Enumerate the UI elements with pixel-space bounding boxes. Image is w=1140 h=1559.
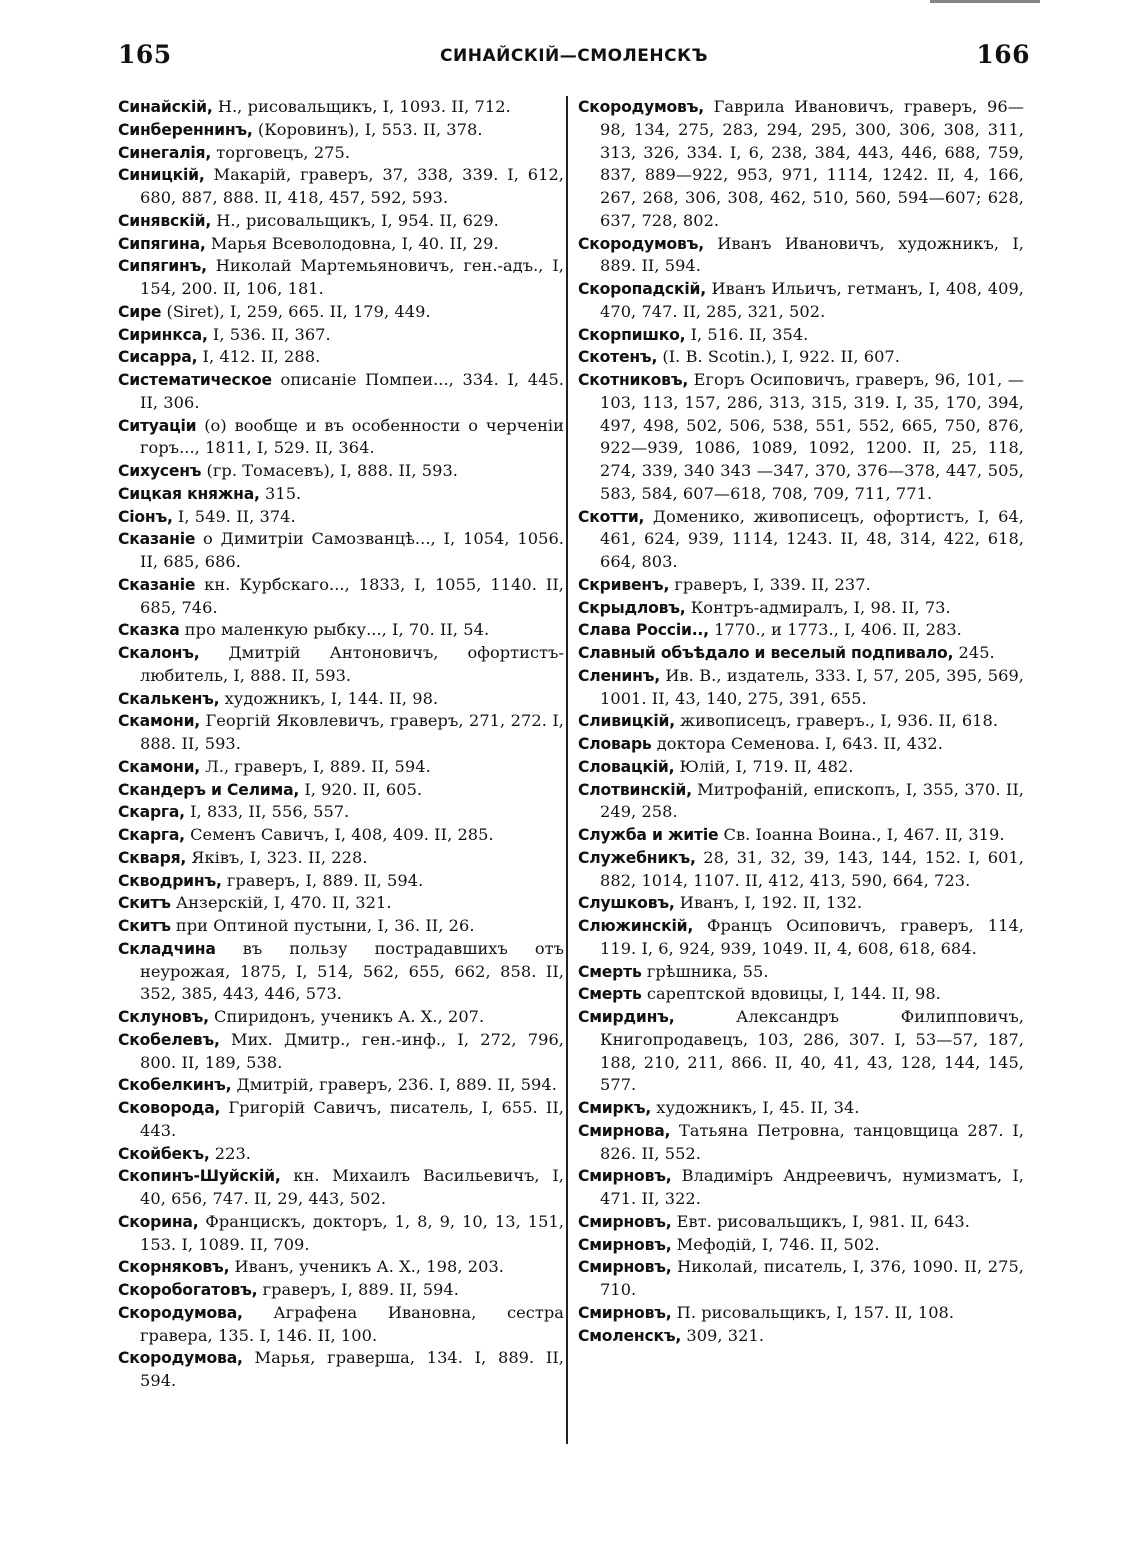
index-entry [118, 779, 564, 802]
index-entry [118, 210, 564, 233]
entry-headword: Скоробогатовъ, [118, 1281, 258, 1299]
entry-headword: Смирновъ, [578, 1167, 672, 1186]
entry-text: Анзерскій, I, 470. II, 321. [170, 893, 392, 913]
index-entry [118, 1347, 564, 1393]
entry-text: Семенъ Савичъ, I, 408, 409. II, 285. [184, 825, 494, 844]
entry-headword: Скородумовъ, [578, 98, 704, 116]
entry-text: Св. Іоанна Воина., I, 467. II, 319. [718, 825, 1005, 844]
entry-text: I, 412. II, 288. [197, 347, 321, 367]
entry-text: (о) вообще и въ особенности о черченіи горъ..., 1811, I, 529. II, 364. [140, 415, 564, 458]
index-entry [578, 96, 1024, 233]
index-entry [118, 756, 564, 779]
entry-text: I, 536. II, 367. [207, 324, 331, 344]
index-entry [118, 1302, 564, 1348]
entry-text: грѣшника, 55. [641, 961, 769, 981]
entry-text: Мефодій, I, 746. II, 502. [671, 1234, 880, 1254]
entry-text: граверъ, I, 889. II, 594. [221, 870, 424, 890]
entry-headword: Слюжинскій, [578, 917, 694, 935]
left-index-column [118, 96, 564, 1393]
entry-text: (гр. Томасевъ), I, 888. II, 593. [201, 461, 459, 480]
index-entry [118, 1029, 564, 1075]
entry-headword: Скойбекъ, [118, 1144, 210, 1163]
entry-headword: Скотниковъ, [578, 371, 689, 389]
entry-text: 245. [953, 643, 995, 662]
entry-text: Иванъ Ильичъ, гетманъ, I, 408, 409, 470, 747. II, 285, 321, 502. [600, 279, 1024, 321]
index-entry [118, 1074, 564, 1097]
entry-headword: Слушковъ, [578, 894, 675, 913]
entry-headword: Словарь [578, 735, 652, 753]
entry-headword: Скопинъ-Шуйскій, [118, 1167, 281, 1186]
entry-text: Л., граверъ, I, 889. II, 594. [200, 756, 431, 776]
entry-text: Гаврила Ивановичъ, граверъ, 96—98, 134, 275, 283, 294, 295, 300, 306, 308, 311, 313, 326, 334. I, 6, 238, 384, 443, 446, 688, 759, 837, 889—922, 953, 971, 1114, 1242. II, 4, 166, 267, 268, 306, 308, 462, 510, 560, 594—607; 628, 637, 728, 802. [600, 97, 1024, 230]
index-entry [118, 164, 564, 210]
index-entry [118, 915, 564, 938]
index-entry [118, 1256, 564, 1279]
entry-text: Яківъ, I, 323. II, 228. [186, 847, 368, 867]
entry-headword: Сире [118, 302, 162, 321]
index-entry [578, 619, 1024, 642]
index-entry [578, 1120, 1024, 1166]
index-entry [578, 1234, 1024, 1257]
entry-headword: Смирновъ, [578, 1258, 672, 1277]
index-entry [118, 1279, 564, 1302]
index-entry [578, 1211, 1024, 1234]
entry-text: описаніе Помпеи..., 334. I, 445. II, 306. [140, 370, 564, 412]
index-entry [578, 1302, 1024, 1325]
entry-text: П. рисовальщикъ, I, 157. II, 108. [671, 1302, 955, 1322]
entry-headword: Слотвинскій, [578, 780, 692, 799]
entry-text: Н., рисовальщикъ, I, 954. II, 629. [211, 210, 499, 230]
index-entry [118, 847, 564, 870]
index-entry [578, 1165, 1024, 1211]
entry-text: Макарій, граверъ, 37, 338, 339. I, 612, 680, 887, 888. II, 418, 457, 592, 593. [140, 165, 564, 207]
index-entry [118, 619, 564, 642]
entry-headword: Скородумова, [118, 1303, 243, 1322]
entry-text: художникъ, I, 45. II, 34. [651, 1098, 860, 1117]
entry-headword: Скоропадскій, [578, 280, 706, 298]
entry-text: 309, 321. [681, 1325, 765, 1345]
entry-headword: Сиринкса, [118, 325, 208, 344]
entry-text: Егоръ Осиповичъ, граверъ, 96, 101, —103, 113, 157, 286, 313, 315, 319. I, 35, 170, 394, 497, 498, 502, 506, 538, 551, 552, 665, 750, 876, 922—939, 1086, 1089, 1092, 1200. II, 25, 118, 274, 339, 340 343 —347, 370, 376—378, 447, 505, 583, 584, 607—618, 708, 709, 711, 771. [600, 370, 1024, 503]
entry-text: кн. Михаилъ Васильевичъ, I, 40, 656, 747. II, 29, 443, 502. [140, 1166, 564, 1208]
entry-headword: Скамони, [118, 757, 201, 776]
entry-text: Александръ Филипповичъ, Книгопродавецъ, 103, 286, 307. I, 53—57, 187, 188, 210, 211, 866. II, 40, 41, 43, 128, 144, 145, 577. [600, 1007, 1024, 1095]
index-entry [118, 528, 564, 574]
index-entry [118, 301, 564, 324]
entry-text: Евт. рисовальщикъ, I, 981. II, 643. [671, 1211, 970, 1231]
entry-text: 28, 31, 32, 39, 143, 144, 152. I, 601, 882, 1014, 1107. II, 412, 413, 590, 664, 723. [600, 847, 1024, 890]
entry-headword: Смерть [578, 962, 642, 981]
entry-headword: Служебникъ, [578, 848, 696, 867]
entry-text: про маленкую рыбку..., I, 70. II, 54. [179, 620, 490, 640]
index-entry [578, 597, 1024, 620]
index-entry [578, 233, 1024, 279]
entry-headword: Синайскій, [118, 98, 213, 116]
entry-text: кн. Курбскаго..., 1833, I, 1055, 1140. II, 685, 746. [140, 574, 564, 617]
entry-headword: Смиркъ, [578, 1099, 652, 1117]
entry-text: Георгій Яковлевичъ, граверъ, 271, 272. I, 888. II, 593. [140, 711, 564, 753]
index-entry [118, 369, 564, 415]
entry-text: Николай, писатель, I, 376, 1090. II, 275, 710. [600, 1257, 1024, 1299]
entry-text: I, 920. II, 605. [299, 779, 423, 799]
entry-text: Марья, граверша, 134. I, 889. II, 594. [140, 1348, 564, 1390]
entry-text: I, 833, II, 556, 557. [184, 802, 350, 822]
index-entry [578, 847, 1024, 893]
entry-text: Аграфена Ивановна, сестра гравера, 135. I, 146. II, 100. [140, 1302, 564, 1345]
entry-headword: Сисарра, [118, 348, 198, 367]
entry-headword: Скривенъ, [578, 575, 670, 594]
index-entry [578, 961, 1024, 984]
index-entry [578, 824, 1024, 847]
index-entry [118, 938, 564, 1006]
index-entry [578, 710, 1024, 733]
entry-headword: Синегалія, [118, 143, 212, 162]
entry-headword: Служба и житіе [578, 826, 719, 844]
index-entry [578, 346, 1024, 369]
entry-text: (Коровинъ), I, 553. II, 378. [252, 119, 483, 139]
entry-headword: Складчина [118, 939, 216, 958]
index-entry [118, 1211, 564, 1257]
entry-text: Ив. В., издатель, 333. I, 57, 205, 395, 569, 1001. II, 43, 140, 275, 391, 655. [600, 665, 1024, 708]
entry-headword: Ситуаціи [118, 416, 197, 435]
entry-text: (Siret), I, 259, 665. II, 179, 449. [161, 301, 431, 321]
entry-headword: Синявскій, [118, 211, 212, 230]
entry-headword: Сіонъ, [118, 507, 173, 526]
entry-text: доктора Семенова. I, 643. II, 432. [651, 734, 943, 753]
index-entry [118, 1165, 564, 1211]
index-entry [578, 915, 1024, 961]
index-entry [578, 1097, 1024, 1120]
page-header [118, 40, 1030, 80]
entry-headword: Скитъ [118, 894, 171, 913]
entry-headword: Синбереннинъ, [118, 120, 253, 139]
entry-text: граверъ, I, 339. II, 237. [669, 574, 871, 594]
entry-text: Татьяна Петровна, танцовщица 287. I, 826. II, 552. [600, 1120, 1024, 1163]
index-entry [118, 642, 564, 688]
index-entry [118, 892, 564, 915]
entry-text: въ пользу пострадавшихъ отъ неурожая, 1875, I, 514, 562, 655, 662, 858. II, 352, 385, 443, 446, 573. [140, 938, 564, 1004]
index-entry [578, 756, 1024, 779]
entry-headword: Скрыдловъ, [578, 598, 686, 617]
entry-headword: Скарга, [118, 826, 185, 844]
entry-text: Доменико, живописецъ, офортистъ, I, 64, 461, 624, 939, 1114, 1243. II, 48, 314, 422, 618, 664, 803. [600, 506, 1024, 571]
index-entry [578, 1006, 1024, 1097]
entry-headword: Скобелкинъ, [118, 1076, 232, 1095]
index-entry [118, 255, 564, 301]
right-page-number: 166 [976, 40, 1030, 69]
index-entry [118, 142, 564, 165]
entry-headword: Сипягина, [118, 234, 206, 253]
index-entry [118, 324, 564, 347]
index-entry [578, 506, 1024, 574]
entry-headword: Склуновъ, [118, 1008, 209, 1026]
index-entry [118, 574, 564, 620]
entry-headword: Смирдинъ, [578, 1008, 675, 1026]
entry-headword: Скандеръ и Селима, [118, 780, 300, 799]
entry-text: Григорій Савичъ, писатель, I, 655. II, 443. [140, 1098, 564, 1140]
index-entry [578, 733, 1024, 756]
left-page-number: 165 [118, 40, 172, 69]
index-entry [118, 688, 564, 711]
entry-headword: Сливицкій, [578, 712, 675, 731]
index-entry [118, 483, 564, 506]
entry-headword: Скобелевъ, [118, 1030, 220, 1049]
index-entry [578, 892, 1024, 915]
index-entry [578, 574, 1024, 597]
column-divider [566, 96, 568, 1444]
entry-text: Иванъ Ивановичъ, художникъ, I, 889. II, 594. [600, 233, 1024, 276]
entry-headword: Сковорода, [118, 1099, 221, 1117]
entry-headword: Слава Россіи.., [578, 621, 709, 640]
index-entry [578, 278, 1024, 324]
entry-headword: Сказаніе [118, 575, 196, 594]
right-index-column [578, 96, 1024, 1347]
entry-headword: Скваря, [118, 848, 187, 867]
entry-headword: Смирнова, [578, 1121, 671, 1140]
index-entry [118, 415, 564, 461]
top-edge-rule [930, 0, 1040, 3]
entry-text: торговецъ, 275. [211, 142, 351, 162]
entry-headword: Скорняковъ, [118, 1258, 230, 1277]
entry-headword: Смирновъ, [578, 1212, 672, 1231]
entry-headword: Скитъ [118, 917, 171, 935]
entry-text: 223. [209, 1143, 252, 1163]
entry-text: при Оптиной пустыни, I, 36. II, 26. [170, 916, 475, 935]
entry-headword: Скотти, [578, 507, 645, 526]
index-entry [118, 1097, 564, 1143]
entry-text: сарептской вдовицы, I, 144. II, 98. [641, 984, 941, 1004]
entry-text: Францискъ, докторъ, 1, 8, 9, 10, 13, 151, 153. I, 1089. II, 709. [140, 1211, 564, 1254]
entry-headword: Синицкій, [118, 166, 205, 185]
entry-headword: Славный объѣдало и веселый подпивало, [578, 644, 954, 662]
entry-text: Николай Мартемьяновичъ, ген.-адъ., I, 154, 200. II, 106, 181. [140, 256, 564, 298]
index-entry [118, 824, 564, 847]
index-entry [118, 346, 564, 369]
entry-text: Францъ Осиповичъ, граверъ, 114, 119. I, 6, 924, 939, 1049. II, 4, 608, 618, 684. [600, 916, 1024, 958]
entry-text: художникъ, I, 144. II, 98. [219, 688, 439, 708]
entry-headword: Скородумовъ, [578, 234, 704, 253]
entry-headword: Скорпишко, [578, 325, 686, 344]
entry-text: Марья Всеволодовна, I, 40. II, 29. [205, 233, 499, 253]
index-entry [118, 1006, 564, 1029]
entry-headword: Скамони, [118, 712, 201, 731]
running-head: СИНАЙСКІЙ—СМОЛЕНСКЪ [440, 46, 708, 66]
index-entry [578, 369, 1024, 506]
entry-headword: Скорина, [118, 1212, 199, 1231]
entry-headword: Смирновъ, [578, 1303, 672, 1322]
index-entry [118, 460, 564, 483]
entry-headword: Систематическое [118, 371, 272, 389]
entry-text: Иванъ, ученикъ А. Х., 198, 203. [229, 1257, 504, 1277]
entry-text: I, 549. II, 374. [172, 506, 296, 526]
entry-headword: Скородумова, [118, 1349, 243, 1368]
entry-text: I, 516. II, 354. [685, 324, 809, 344]
entry-headword: Сихусенъ [118, 462, 202, 480]
entry-headword: Скарга, [118, 803, 185, 822]
entry-text: Контръ-адмиралъ, I, 98. II, 73. [685, 597, 951, 617]
entry-text: (I. B. Scotin.), I, 922. II, 607. [657, 347, 900, 367]
index-entry [578, 324, 1024, 347]
entry-text: Н., рисовальщикъ, I, 1093. II, 712. [212, 97, 511, 116]
entry-headword: Смерть [578, 985, 642, 1004]
entry-text: Иванъ, I, 192. II, 132. [674, 893, 863, 913]
entry-text: Спиридонъ, ученикъ А. Х., 207. [208, 1007, 485, 1026]
index-entry [118, 233, 564, 256]
index-entry [578, 1256, 1024, 1302]
index-entry [578, 983, 1024, 1006]
entry-headword: Сицкая княжна, [118, 484, 260, 503]
entry-headword: Сказка [118, 621, 180, 640]
entry-text: граверъ, I, 889. II, 594. [257, 1280, 459, 1299]
entry-text: Владиміръ Андреевичъ, нумизматъ, I, 471. II, 322. [600, 1166, 1024, 1208]
index-entry [578, 642, 1024, 665]
entry-text: 1770., и 1773., I, 406. II, 283. [708, 620, 962, 640]
entry-headword: Скалькенъ, [118, 689, 220, 708]
index-entry [118, 870, 564, 893]
entry-headword: Сипягинъ, [118, 257, 207, 276]
index-entry [118, 710, 564, 756]
entry-text: о Димитріи Самозванцѣ..., I, 1054, 1056. II, 685, 686. [140, 529, 564, 571]
entry-headword: Словацкій, [578, 757, 675, 776]
index-entry [578, 779, 1024, 825]
entry-text: Мих. Дмитр., ген.-инф., I, 272, 796, 800. II, 189, 538. [140, 1029, 564, 1072]
entry-headword: Смоленскъ, [578, 1326, 682, 1345]
entry-headword: Сленинъ, [578, 666, 660, 685]
entry-text: Митрофаній, епископъ, I, 355, 370. II, 249, 258. [600, 779, 1024, 822]
entry-headword: Смирновъ, [578, 1235, 672, 1254]
entry-text: Юлій, I, 719. II, 482. [674, 756, 854, 776]
index-entry [118, 506, 564, 529]
index-entry [578, 1325, 1024, 1348]
entry-headword: Скалонъ, [118, 644, 200, 662]
index-entry [118, 119, 564, 142]
entry-text: Дмитрій Антоновичъ, офортистъ-любитель, I, 888. II, 593. [140, 643, 564, 685]
entry-text: Дмитрій, граверъ, 236. I, 889. II, 594. [231, 1075, 557, 1095]
entry-headword: Скводринъ, [118, 871, 222, 890]
entry-text: живописецъ, граверъ., I, 936. II, 618. [674, 711, 999, 731]
index-entry [118, 96, 564, 119]
entry-headword: Скотенъ, [578, 348, 658, 367]
index-entry [118, 1143, 564, 1166]
entry-text: 315. [259, 483, 302, 503]
index-entry [578, 665, 1024, 711]
entry-headword: Сказаніе [118, 530, 196, 549]
index-entry [118, 801, 564, 824]
